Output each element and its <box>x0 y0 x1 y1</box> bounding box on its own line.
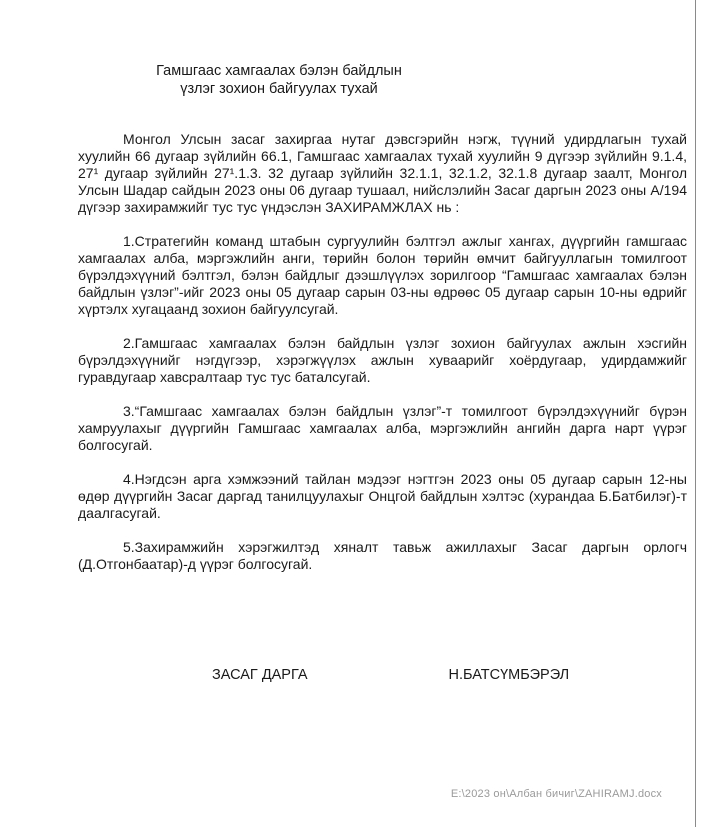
paragraph-clause-3: 3.“Гамшгаас хамгаалах бэлэн байдлын үзлэг”-т томилгоот бүрэлдэхүүнийг бүрэн хамруулахыг дүүргийн Гамшгаас хамгаалах алба, мэргэжлийн ангийн дарга нарт үүрэг болгосугай. <box>78 403 687 453</box>
paragraph-clause-1: 1.Стратегийн команд штабын сургуулийн бэлтгэл ажлыг хангах, дүүргийн гамшгаас хамгаалах алба, мэргэжлийн анги, төрийн болон төрийн өмчит байгууллагын томилгоот бүрэлдэхүүний бэлтгэл, бэлэн байдлыг дээшлүүлэх зорилгоор “Гамшгаас хамгаалах бэлэн байдлын үзлэг”-ийг 2023 оны 05 дугаар сарын 03-ны өдрөөс 05 дугаар сарын 10-ны өдрийг хүртэлх хугацаанд зохион байгуулсугай. <box>78 233 687 317</box>
paragraph-preamble: Монгол Улсын засаг захиргаа нутаг дэвсгэрийн нэгж, түүний удирдлагын тухай хуулийн 66 дугаар зүйлийн 66.1, Гамшгаас хамгаалах тухай хуулийн 9 дүгээр зүйлийн 9.1.4, 27¹ дугаар зүйлийн 27¹.1.3. 32 дугаар зүйлийн 32.1.1, 32.1.2, 32.1.8 дугаар заалт, Монгол Улсын Шадар сайдын 2023 оны 06 дугаар тушаал, нийслэлийн Засаг даргын 2023 оны А/194 дүгээр захирамжийг тус тус үндэслэн ЗАХИРАМЖЛАХ нь : <box>78 131 687 215</box>
document-content <box>78 62 687 683</box>
signature-person-name: Н.БАТСҮМБЭРЭЛ <box>448 667 570 683</box>
signature-block <box>78 667 687 683</box>
document-body <box>78 131 687 573</box>
paragraph-clause-5: 5.Захирамжийн хэрэгжилтэд хяналт тавьж ажиллахыг Засаг даргын орлогч (Д.Отгонбаатар)-д үүрэг болгосугай. <box>78 539 687 572</box>
document-title-line2: үзлэг зохион байгуулах тухай <box>180 81 378 97</box>
paragraph-clause-4: 4.Нэгдсэн арга хэмжээний тайлан мэдээг нэгтгэн 2023 оны 05 дугаар сарын 12-ны өдөр дүүргийн Засаг даргад танилцуулахыг Онцгой байдлын хэлтэс (хурандаа Б.Батбилэг)-т даалгасугай. <box>78 471 687 521</box>
document-file-path: E:\2023 он\Албан бичиг\ZAHIRAMJ.docx <box>450 788 662 800</box>
paragraph-clause-2: 2.Гамшгаас хамгаалах бэлэн байдлын үзлэг зохион байгуулах ажлын хэсгийн бүрэлдэхүүнийг нэгдүгээр, хэрэгжүүлэх ажлын хуваарийг хоёрдугаар, удирдамжийг гуравдугаар хавсралтаар тус тус баталсугай. <box>78 335 687 385</box>
document-title <box>78 62 480 98</box>
document-title-line1: Гамшгаас хамгаалах бэлэн байдлын <box>156 63 402 79</box>
page-edge-divider <box>695 0 696 827</box>
signature-position-title: ЗАСАГ ДАРГА <box>212 667 308 683</box>
